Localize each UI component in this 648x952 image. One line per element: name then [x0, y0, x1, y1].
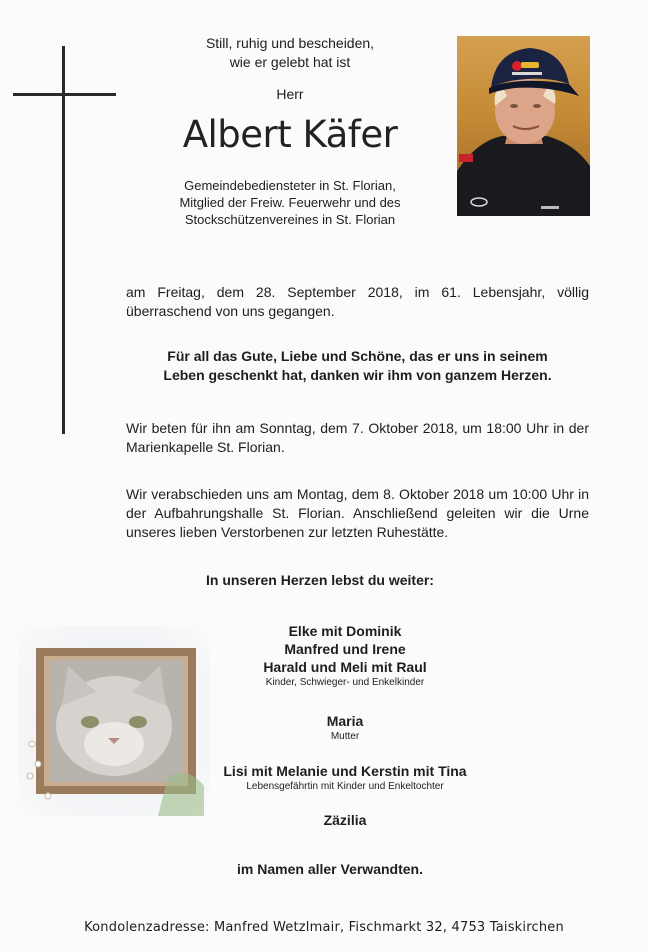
thanks-line: Für all das Gute, Liebe und Schöne, das er uns in seinem [167, 348, 548, 364]
family-name: Harald und Meli mit Raul [263, 659, 427, 675]
family-group-mother [215, 712, 475, 744]
role-line: Mitglied der Freiw. Feuerwehr und des [179, 195, 401, 210]
family-name: Manfred und Irene [284, 641, 406, 657]
motto-line: Still, ruhig und bescheiden, [205, 35, 375, 51]
motto-line: wie er gelebt hat ist [229, 54, 351, 70]
family-relation: Kinder, Schwieger- und Enkelkinder [265, 677, 425, 688]
family-relation: Mutter [330, 731, 360, 742]
farewell-notice: Wir verabschieden uns am Montag, dem 8. Oktober 2018 um 10:00 Uhr in der Aufbahrungshalle St. Florian. Anschließend geleiten wir die Urne unseres lieben Verstorbenen zur letzten Ruhestätte. [126, 486, 589, 540]
prayer-notice: Wir beten für ihn am Sonntag, dem 7. Oktober 2018, um 18:00 Uhr in der Marienkapelle St. Florian. [126, 420, 589, 455]
thanks [126, 347, 589, 385]
roles [160, 177, 420, 228]
family-group-other [215, 811, 475, 829]
cat-photo [18, 626, 210, 816]
thanks-line: Leben geschenkt hat, danken wir ihm von ganzem Herzen. [163, 367, 552, 383]
motto [160, 34, 420, 72]
condolence-address: Kondolenzadresse: Manfred Wetzlmair, Fischmarkt 32, 4753 Taiskirchen [84, 920, 564, 935]
closing-line: im Namen aller Verwandten. [237, 861, 423, 877]
family-group-children [215, 622, 475, 690]
role-line: Gemeindebediensteter in St. Florian, [184, 178, 396, 193]
family-group-partner [190, 762, 500, 794]
cross-icon-bar [13, 93, 116, 96]
deceased-name: Albert Käfer [182, 113, 398, 156]
death-notice: am Freitag, dem 28. September 2018, im 61. Lebensjahr, völlig überraschend von uns gegangen. [126, 284, 589, 319]
family-name: Lisi mit Melanie und Kerstin mit Tina [223, 763, 467, 779]
family-relation: Lebensgefährtin mit Kinder und Enkeltochter [246, 781, 444, 792]
portrait-photo [457, 36, 590, 216]
cross-icon [62, 46, 65, 434]
role-line: Stockschützenvereines in St. Florian [184, 212, 396, 227]
family-name: Elke mit Dominik [288, 623, 402, 639]
salutation: Herr [276, 86, 304, 102]
family-name: Zäzilia [323, 812, 367, 828]
family-name: Maria [326, 713, 364, 729]
hearts-line: In unseren Herzen lebst du weiter: [206, 572, 434, 588]
